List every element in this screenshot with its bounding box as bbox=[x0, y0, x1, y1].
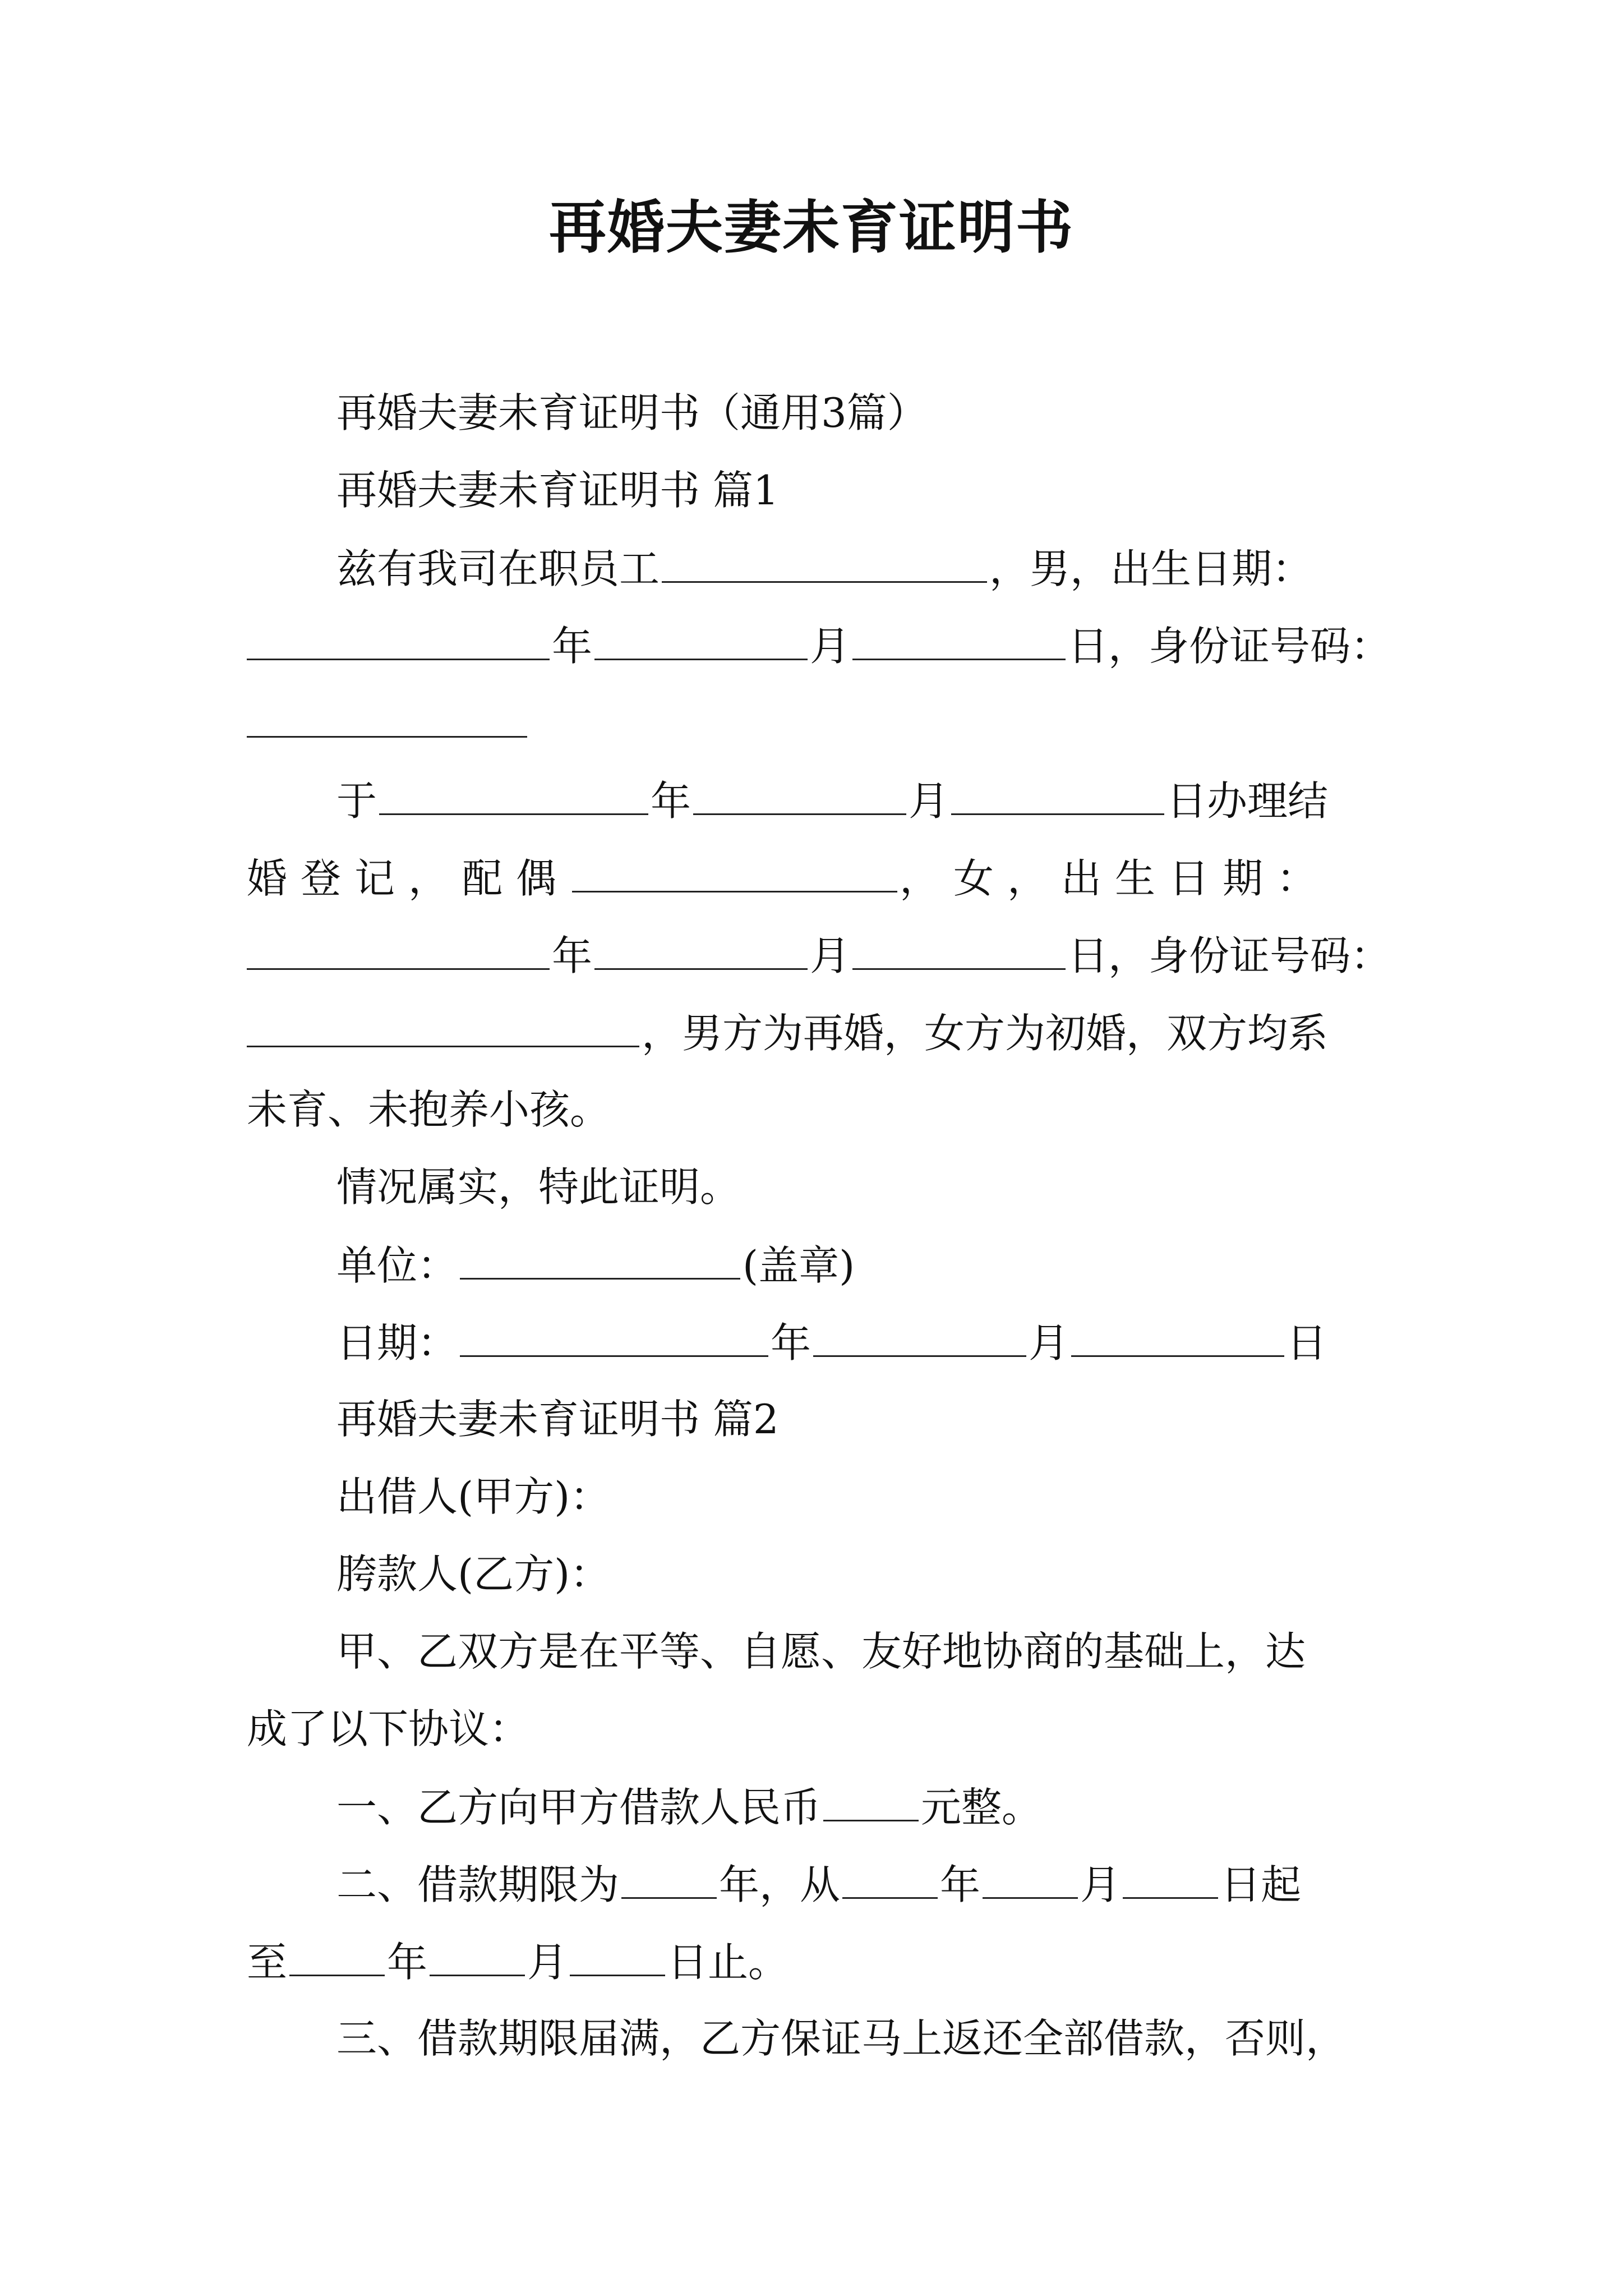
text: 年 bbox=[651, 777, 691, 825]
text: 于 bbox=[336, 777, 377, 825]
text: 月 bbox=[1029, 1319, 1069, 1366]
blank-id-number bbox=[247, 702, 527, 738]
item1-line bbox=[247, 1784, 1385, 1831]
borrower-line: 胯款人(乙方)： bbox=[336, 1550, 611, 1598]
text: 一、乙方向甲方借款人民币 bbox=[336, 1784, 822, 1831]
p1-line6 bbox=[247, 932, 1391, 979]
text: 年 bbox=[552, 932, 593, 979]
blank-birth-year bbox=[247, 625, 550, 660]
unit-line bbox=[247, 1242, 1385, 1289]
lender-line: 出借人(甲方)： bbox=[336, 1473, 611, 1520]
blank-spouse-birth-day bbox=[852, 935, 1066, 970]
text: 日办理结 bbox=[1166, 777, 1329, 825]
p1-line1 bbox=[247, 545, 1385, 592]
blank-reg-day bbox=[951, 780, 1164, 815]
blank-start-month bbox=[983, 1864, 1078, 1899]
text: 年 bbox=[771, 1319, 811, 1366]
text: 单位： bbox=[336, 1242, 458, 1289]
date-line bbox=[247, 1319, 1385, 1366]
agreement-line2: 成了以下协议： bbox=[247, 1705, 530, 1752]
text: 日止。 bbox=[667, 1939, 789, 1986]
text: ，女，出生日期： bbox=[900, 855, 1331, 902]
blank-date-year bbox=[460, 1322, 768, 1357]
text: 月 bbox=[810, 623, 851, 670]
text: 月 bbox=[810, 932, 851, 979]
p1-line2 bbox=[247, 623, 1391, 670]
text: 月 bbox=[527, 1939, 568, 1986]
blank-end-day bbox=[570, 1941, 665, 1976]
agreement-line1: 甲、乙双方是在平等、自愿、友好地协商的基础上，达 bbox=[336, 1628, 1306, 1675]
blank-birth-month bbox=[594, 625, 808, 660]
blank-start-day bbox=[1123, 1864, 1218, 1899]
text: 年 bbox=[387, 1939, 428, 1986]
text: ，男，出生日期： bbox=[989, 545, 1313, 592]
subtitle: 再婚夫妻未育证明书（通用3篇） bbox=[336, 389, 928, 436]
text: 年，从 bbox=[719, 1861, 841, 1908]
text: (盖章) bbox=[743, 1242, 855, 1289]
blank-spouse-id bbox=[247, 1012, 639, 1047]
blank-spouse-birth-month bbox=[594, 935, 808, 970]
blank-spouse-name bbox=[572, 857, 897, 892]
text: ，男方为再婚，女方为初婚，双方均系 bbox=[642, 1010, 1329, 1057]
text: 元整。 bbox=[921, 1784, 1043, 1831]
item3-line: 三、借款期限届满，乙方保证马上返还全部借款，否则， bbox=[336, 2015, 1347, 2062]
p1-line3 bbox=[247, 702, 1385, 744]
document-title: 再婚夫妻未育证明书 bbox=[549, 194, 1074, 261]
p1-line8: 未育、未抱养小孩。 bbox=[247, 1086, 611, 1133]
item2-line2 bbox=[247, 1939, 1385, 1986]
text: 年 bbox=[940, 1861, 981, 1908]
blank-birth-day bbox=[852, 625, 1066, 660]
text: 日 bbox=[1287, 1319, 1327, 1366]
blank-date-day bbox=[1071, 1322, 1284, 1357]
blank-end-month bbox=[430, 1941, 525, 1976]
text: 婚登记，配偶 bbox=[247, 855, 570, 902]
blank-date-month bbox=[813, 1322, 1026, 1357]
blank-reg-year bbox=[379, 780, 648, 815]
text: 月 bbox=[1080, 1861, 1121, 1908]
text: 至 bbox=[247, 1939, 288, 1986]
text: 年 bbox=[552, 623, 593, 670]
p1-line7 bbox=[247, 1010, 1385, 1057]
text: 日，身份证号码： bbox=[1068, 623, 1391, 670]
text: 日期： bbox=[336, 1319, 458, 1366]
text: 日，身份证号码： bbox=[1068, 932, 1391, 979]
blank-spouse-birth-year bbox=[247, 935, 550, 970]
blank-start-year bbox=[842, 1864, 938, 1899]
text: 兹有我司在职员工 bbox=[336, 545, 660, 592]
blank-unit bbox=[460, 1244, 740, 1280]
blank-employee-name bbox=[662, 547, 987, 583]
section1-heading: 再婚夫妻未育证明书 篇1 bbox=[336, 467, 779, 514]
blank-amount bbox=[823, 1786, 919, 1821]
p1-line4 bbox=[247, 777, 1385, 825]
blank-end-year bbox=[289, 1941, 385, 1976]
p2: 情况属实，特此证明。 bbox=[336, 1163, 741, 1211]
p1-line5 bbox=[247, 855, 1385, 902]
text: 二、借款期限为 bbox=[336, 1861, 620, 1908]
text: 日起 bbox=[1220, 1861, 1302, 1908]
item2-line1 bbox=[247, 1861, 1385, 1908]
section2-heading: 再婚夫妻未育证明书 篇2 bbox=[336, 1396, 779, 1443]
blank-reg-month bbox=[693, 780, 906, 815]
text: 月 bbox=[909, 777, 949, 825]
blank-term-years bbox=[621, 1864, 717, 1899]
